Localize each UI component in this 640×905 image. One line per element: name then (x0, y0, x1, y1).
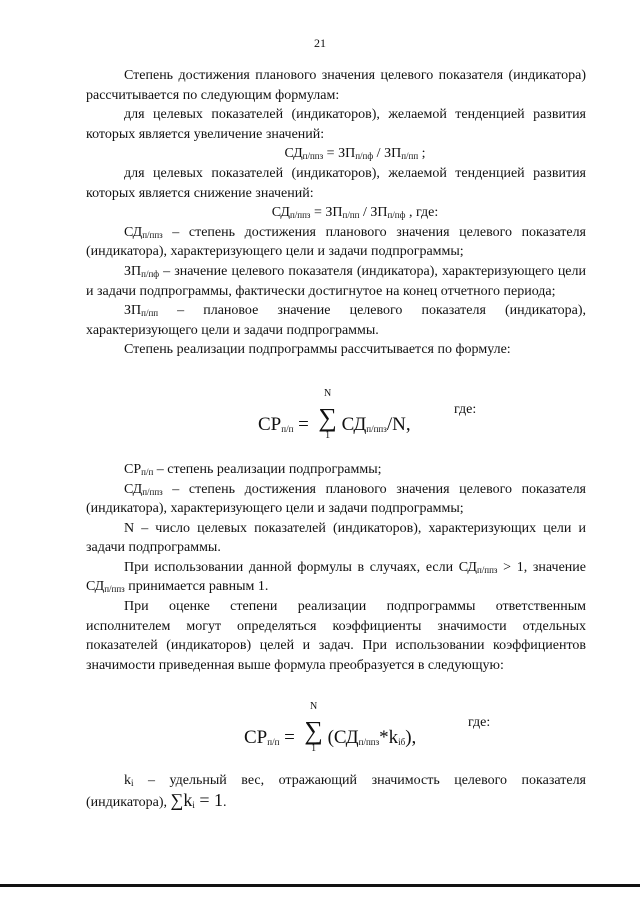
formula-decrease: $СД_{п/ппз} = ЗП_{п/пп} / ЗП_{п/пф}$ , где: (271, 205, 439, 221)
definition-zp-fact: $ЗП_{п/пф}$ – значение целевого показателя (индикатора), характеризующего цели и задачи подпрограммы, фактически достигнутое на конец отчетного периода; (86, 263, 586, 299)
definition-sr: $СР_{п/п}$ – степень реализации подпрограммы; (124, 461, 382, 477)
paragraph-weights: При оценке степени реализации подпрограммы ответственным исполнителем могут определяться коэффициенты значимости отдельных показателей (индикаторов) целей и задач. При использовании коэффициентов значимости приведенная выше формула преобразуется в следующую: (86, 599, 586, 673)
definition-zp-plan: $ЗП_{п/пп}$ – плановое значение целевого показателя (индикатора), характеризующего цели и задачи подпрограммы. (86, 303, 586, 338)
definition-k-weight: $k_i$ – удельный вес, отражающий значимость целевого показателя (индикатора), $\sum k_i = 1$. (86, 773, 586, 811)
formula-realization: $СР_{п/п}$ = N ∑ 1 $СД_{п/ппз}/N$, где: (258, 387, 477, 441)
definition-n: N – число целевых показателей (индикаторов), характеризующих цели и задачи подпрограммы. (86, 520, 586, 556)
paragraph-increase-case: для целевых показателей (индикаторов), желаемой тенденцией развития которых является увеличение значений: (86, 107, 586, 142)
sum-symbol-weighted: N ∑ 1 (304, 701, 323, 755)
document-body (86, 66, 586, 813)
paragraph-realization-formula: Степень реализации подпрограммы рассчитывается по формуле: (124, 342, 511, 358)
sum-symbol: N ∑ 1 (318, 387, 337, 441)
definition-sd-2: $СД_{п/ппз}$ – степень достижения планового значения целевого показателя (индикатора), характеризующего цели и задачи подпрограммы; (86, 481, 586, 517)
bottom-rule (0, 884, 640, 887)
paragraph-intro: Степень достижения планового значения целевого показателя (индикатора) рассчитывается по следующим формулам: (86, 68, 586, 103)
definition-sd: $СД_{п/ппз}$ – степень достижения планового значения целевого показателя (индикатора), характеризующего цели и задачи подпрограммы; (86, 224, 586, 260)
formula-weighted-realization: $СР_{п/п}$ = N ∑ 1 $(СД_{п/ппз}*k_{iб})$, где: (244, 701, 491, 755)
page-number: 21 (314, 36, 326, 50)
paragraph-cap-rule: При использовании данной формулы в случаях, если $СД_{п/ппз} > 1$, значение $СД_{п/ппз}$ принимается равным 1. (86, 559, 587, 595)
formula-increase: $СД_{п/ппз} = ЗП_{п/пф} / ЗП_{п/пп}$ ; (284, 146, 426, 162)
paragraph-decrease-case: для целевых показателей (индикаторов), желаемой тенденцией развития которых является снижение значений: (86, 165, 586, 201)
